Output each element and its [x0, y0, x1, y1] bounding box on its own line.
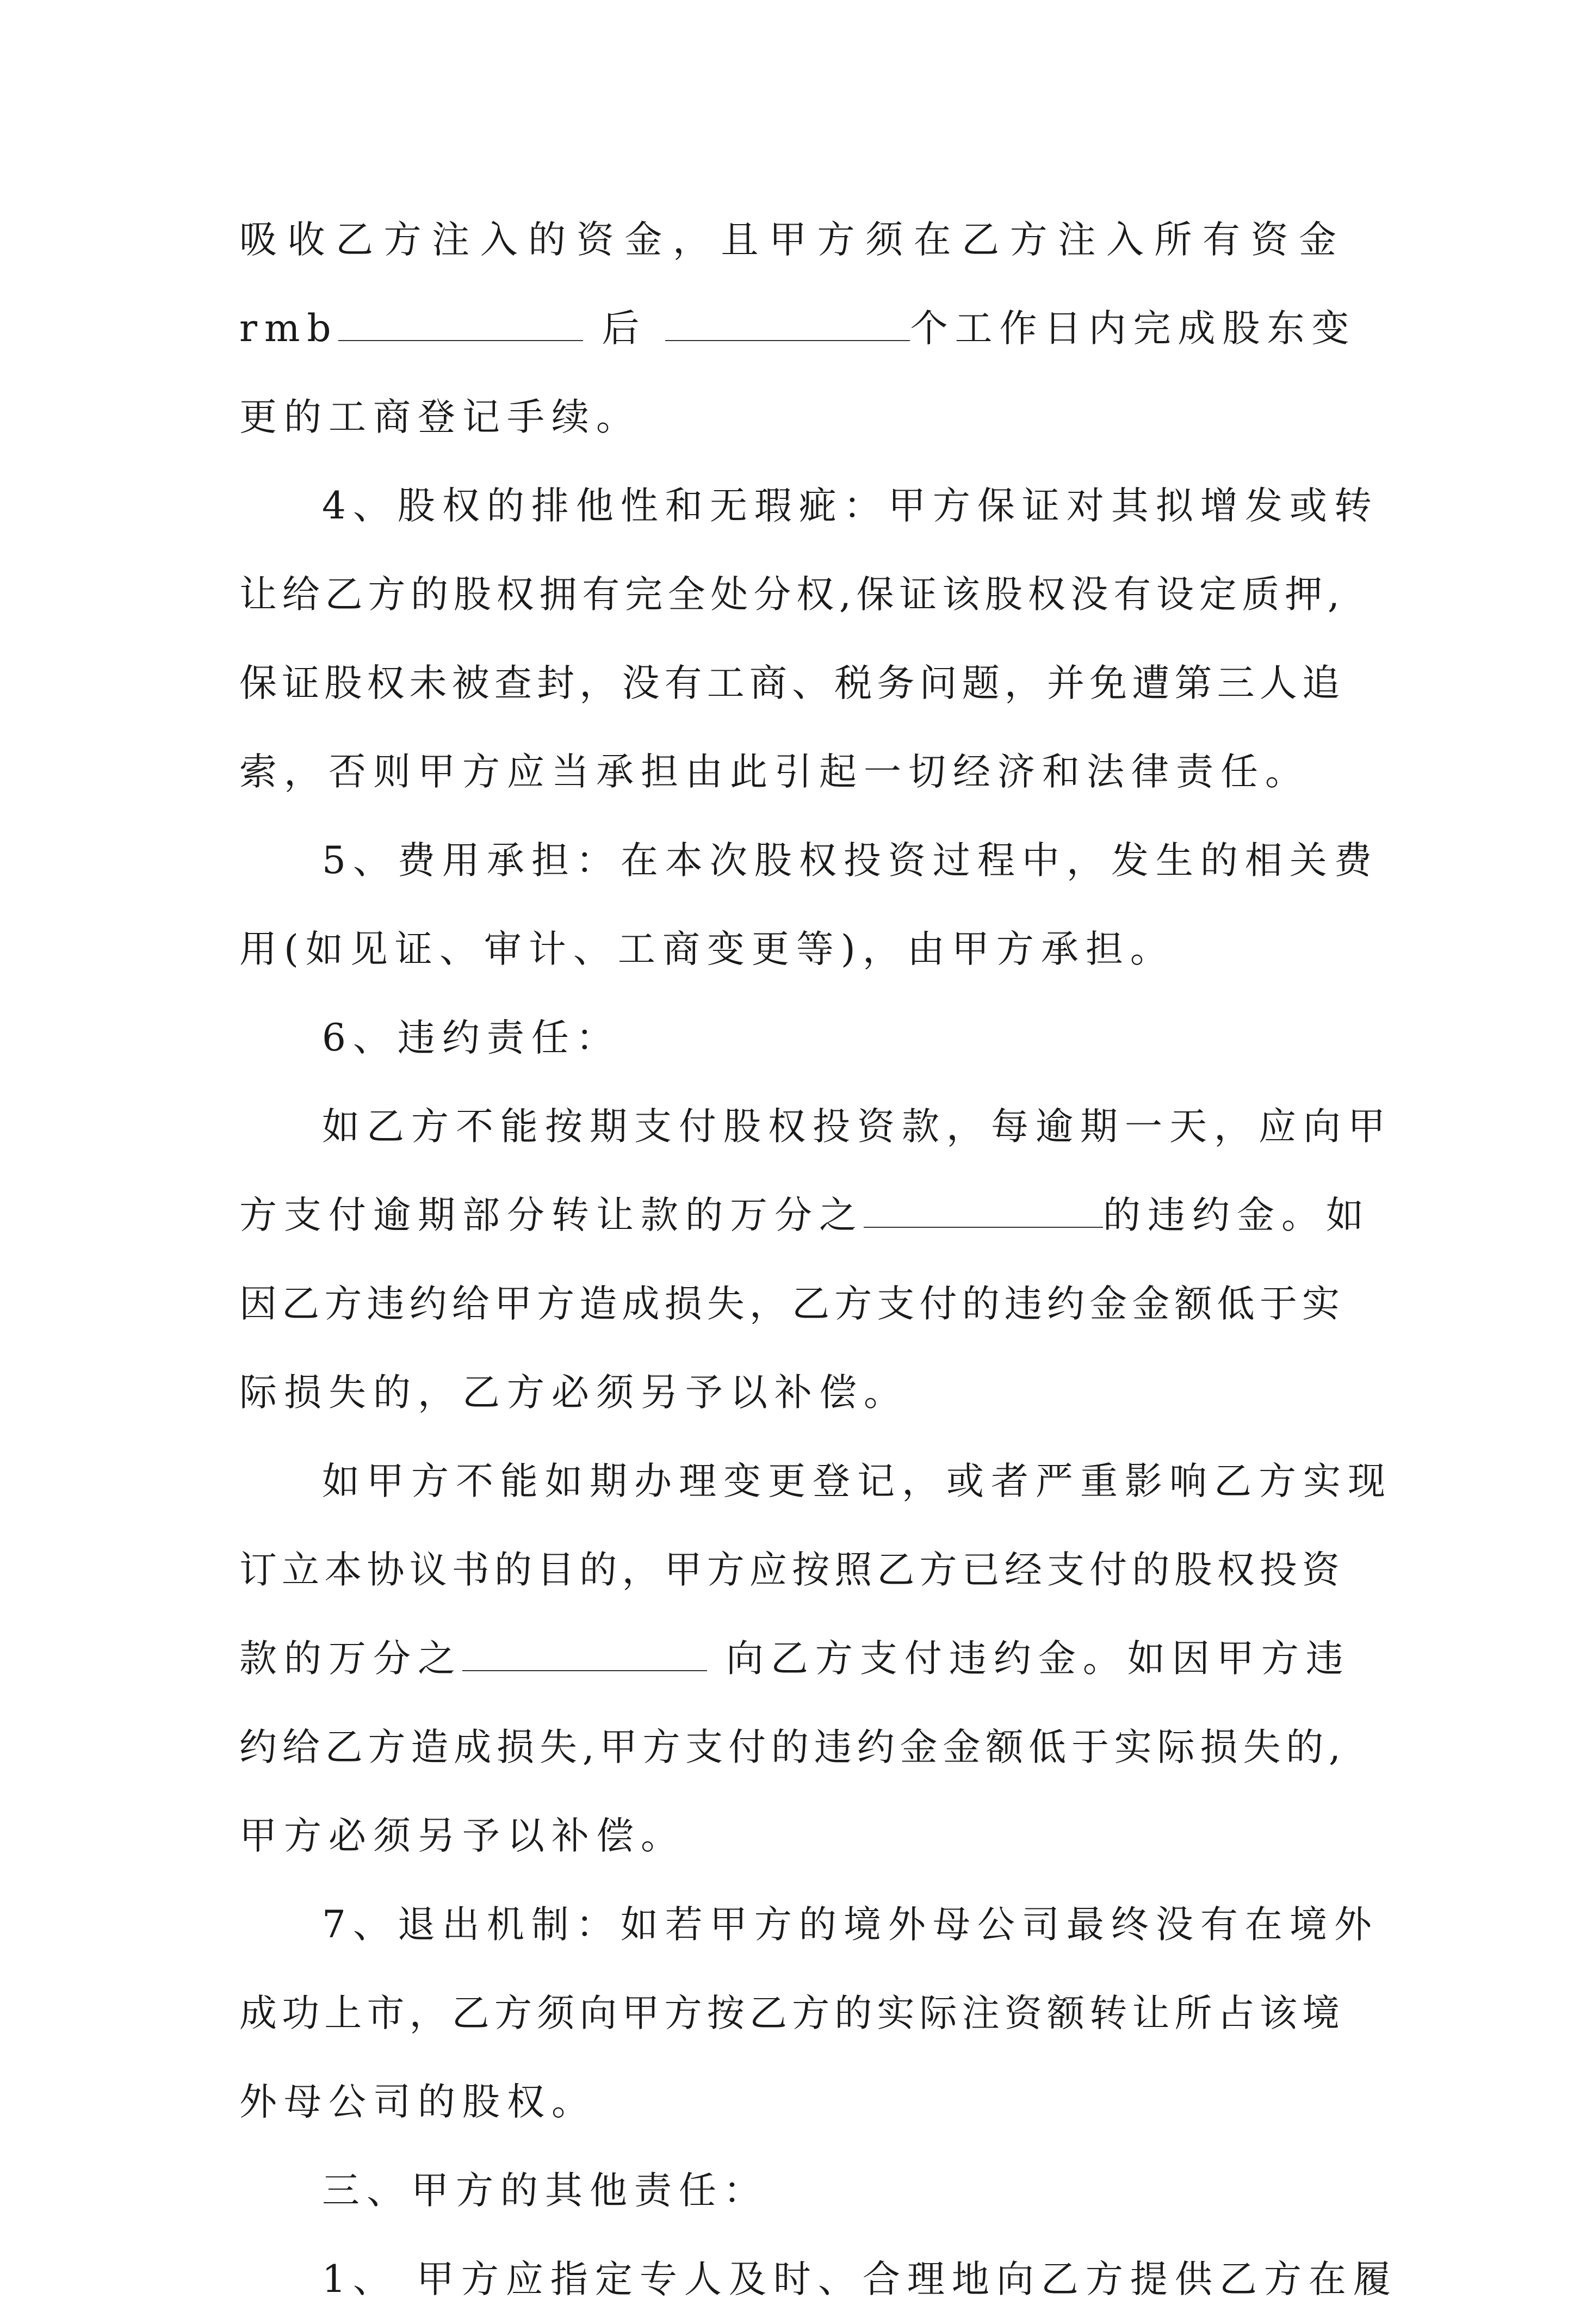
fill-in-blank: [338, 301, 583, 341]
paragraph-line: 订立本协议书的目的，甲方应按照乙方已经支付的股权投资: [239, 1548, 1343, 1592]
paragraph-line: 1、 甲方应指定专人及时、合理地向乙方提供乙方在履: [322, 2258, 1398, 2301]
paragraph-line: 4、股权的排他性和无瑕疵：甲方保证对其拟增发或转: [322, 484, 1379, 528]
fill-in-blank: [462, 1631, 707, 1671]
paragraph-line: 方支付逾期部分转让款的万分之 的违约金。如: [239, 1171, 1343, 1260]
paragraph-line: 保证股权未被查封，没有工商、税务问题，并免遭第三人追: [239, 662, 1343, 705]
fill-in-blank: [665, 301, 910, 341]
section-heading: 三、甲方的其他责任：: [322, 2169, 768, 2212]
paragraph-line: 成功上市，乙方须向甲方按乙方的实际注资额转让所占该境: [239, 1992, 1343, 2035]
paragraph-line: 用(如见证、审计、工商变更等)，由甲方承担。: [239, 928, 1175, 971]
paragraph-line: 6、违约责任：: [322, 1016, 621, 1060]
fill-in-blank: [864, 1188, 1103, 1228]
document-body: [239, 196, 1398, 2324]
paragraph-line: 更的工商登记手续。: [239, 395, 641, 439]
paragraph-line: 索，否则甲方应当承担由此引起一切经济和法律责任。: [239, 750, 1310, 794]
paragraph-line: 约给乙方造成损失,甲方支付的违约金金额低于实际损失的,: [239, 1726, 1343, 1769]
paragraph-line: 5、费用承担：在本次股权投资过程中，发生的相关费: [322, 839, 1379, 882]
paragraph-line: 因乙方违约给甲方造成损失，乙方支付的违约金金额低于实: [239, 1282, 1343, 1326]
paragraph-line: 让给乙方的股权拥有完全处分权,保证该股权没有设定质押,: [239, 573, 1343, 616]
paragraph-line: 吸收乙方注入的资金，且甲方须在乙方注入所有资金: [239, 218, 1343, 262]
paragraph-line: 款的万分之 向乙方支付违约金。如因甲方违: [239, 1615, 1343, 1703]
paragraph-line: 外母公司的股权。: [239, 2080, 596, 2124]
paragraph-line: 际损失的，乙方必须另予以补偿。: [239, 1371, 908, 1414]
paragraph-line: rmb 后 个工作日内完成股东变: [239, 285, 1343, 373]
paragraph-line: 如乙方不能按期支付股权投资款，每逾期一天，应向甲: [322, 1105, 1392, 1148]
paragraph-line: 7、退出机制：如若甲方的境外母公司最终没有在境外: [322, 1903, 1379, 1946]
paragraph-line: 如甲方不能如期办理变更登记，或者严重影响乙方实现: [322, 1460, 1392, 1503]
paragraph-line: 甲方必须另予以补偿。: [239, 1814, 685, 1858]
